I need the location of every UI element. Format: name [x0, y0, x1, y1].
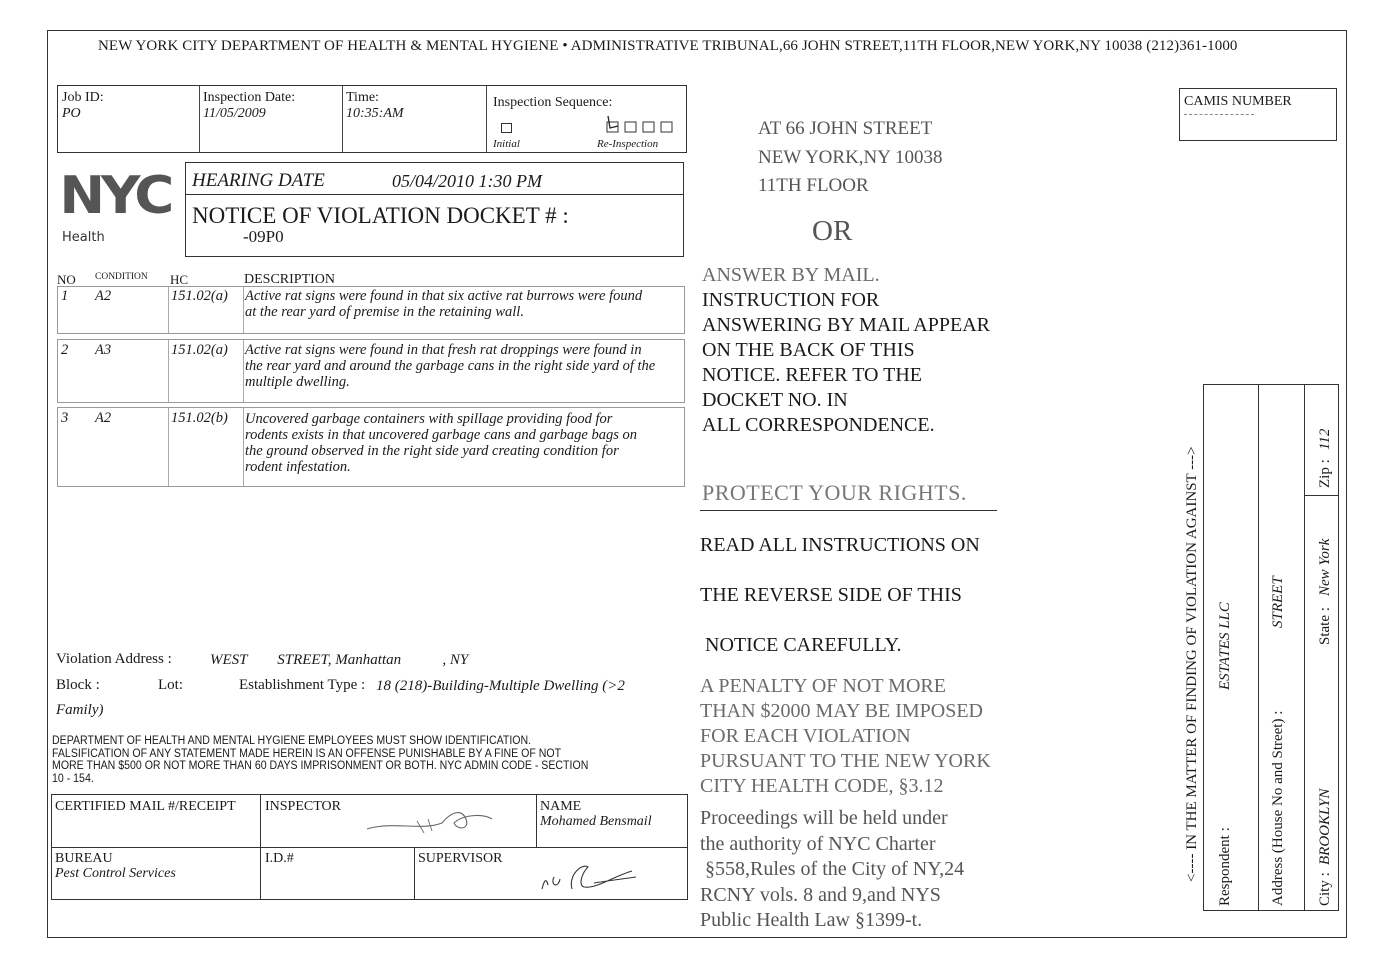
lot-label: Lot: [158, 677, 183, 693]
state-label: State : [1317, 607, 1333, 645]
hearing-docket-box [185, 162, 684, 257]
violation-row-3 [57, 407, 685, 487]
violation-description-line: the rear yard and around the garbage cans in the right side yard of the [245, 358, 656, 374]
zip-label: Zip : [1317, 459, 1333, 488]
col-header-no: NO [57, 272, 76, 287]
penalty-line: CITY HEALTH CODE, §3.12 [700, 775, 944, 797]
instruction-line: NOTICE. REFER TO THE [702, 364, 923, 386]
camis-label: CAMIS NUMBER [1184, 94, 1292, 109]
supervisor-label: SUPERVISOR [418, 851, 503, 866]
job-id-value: PO [62, 106, 81, 121]
block-label: Block : [56, 677, 100, 693]
protect-rights: PROTECT YOUR RIGHTS. [702, 480, 967, 505]
hearing-divider [186, 194, 683, 195]
or-text: OR [812, 215, 853, 247]
matter-label: <---- IN THE MATTER OF FINDING OF VIOLATION AGAINST ---> [1184, 446, 1200, 882]
id-label: I.D.# [265, 851, 294, 866]
inspection-date-cell [200, 86, 343, 152]
location-line: AT 66 JOHN STREET [758, 118, 933, 139]
zip-value: 112 [1317, 428, 1333, 450]
establishment-type-value: 18 (218)-Building-Multiple Dwelling (>2 [376, 678, 625, 694]
violation-row-1 [57, 286, 685, 334]
nyc-health-logo [59, 166, 171, 250]
col-divider [536, 795, 537, 847]
violation-condition: A2 [95, 410, 112, 426]
read-line-1: READ ALL INSTRUCTIONS ON [700, 534, 980, 556]
violation-description-line: the ground observed in the right side yard creating condition for [245, 443, 619, 459]
cell-divider [168, 408, 169, 486]
initial-label: Initial [493, 138, 520, 150]
signature-table [51, 794, 688, 900]
row-divider [1304, 495, 1338, 496]
address-label: Address (House No and Street) : [1270, 710, 1286, 906]
proceedings-block [700, 806, 964, 934]
inspection-info-table [57, 85, 687, 153]
col-header-condition: CONDITION [95, 272, 148, 282]
cell-divider [243, 340, 244, 402]
penalty-line: PURSUANT TO THE NEW YORK [700, 750, 991, 772]
proceedings-line: Proceedings will be held under [700, 807, 948, 829]
warning-line: MORE THAN $500 OR NOT MORE THAN 60 DAYS IMPRISONMENT OR BOTH. NYC ADMIN CODE - SECTION [52, 760, 589, 772]
warning-notice [52, 735, 588, 785]
proceedings-line: RCNY vols. 8 and 9,and NYS [700, 883, 941, 906]
violation-no: 1 [61, 288, 69, 304]
penalty-line: A PENALTY OF NOT MORE [700, 675, 946, 697]
instruction-line: ALL CORRESPONDENCE. [702, 414, 935, 436]
city-value: BROOKLYN [1317, 788, 1333, 865]
col-divider [1258, 385, 1259, 910]
violation-condition: A3 [95, 342, 112, 358]
instruction-line: ON THE BACK OF THIS [702, 339, 915, 361]
violation-description-line: rodents exists in that uncovered garbage cans and garbage bags on [245, 427, 637, 443]
col-divider [1304, 385, 1305, 910]
time-label: Time: [346, 90, 379, 105]
establishment-type-value-cont: Family) [56, 702, 104, 718]
name-label: NAME [540, 799, 582, 814]
city-label: City : [1317, 872, 1333, 906]
establishment-type-label: Establishment Type : [239, 677, 366, 693]
hearing-date-value: 05/04/2010 1:30 PM [392, 171, 542, 191]
notice-docket-label: NOTICE OF VIOLATION DOCKET # : [192, 203, 569, 228]
bureau-label: BUREAU [55, 851, 113, 866]
violation-hc: 151.02(b) [171, 410, 228, 426]
penalty-line: FOR EACH VIOLATION [700, 725, 911, 747]
camis-number-box [1179, 88, 1337, 141]
time-cell [343, 86, 487, 152]
penalty-line: THAN $2000 MAY BE IMPOSED [700, 700, 983, 722]
penalty-block [700, 674, 991, 799]
nyc-logo-text: NYC [59, 166, 171, 226]
inspector-label: INSPECTOR [265, 799, 341, 814]
violation-description-line: at the rear yard of premise in the retaining wall. [245, 304, 524, 320]
violation-no: 2 [61, 342, 69, 358]
instruction-line: ANSWERING BY MAIL APPEAR [702, 314, 990, 336]
tribunal-header: NEW YORK CITY DEPARTMENT OF HEALTH & MENTAL HYGIENE • ADMINISTRATIVE TRIBUNAL,66 JOHN STREET,11TH FLOOR,NEW YORK,NY 10038 (212)361-1000 [98, 38, 1238, 54]
cell-divider [243, 287, 244, 333]
answer-by-mail: ANSWER BY MAIL. [702, 264, 880, 286]
proceedings-line: the authority of NYC Charter [700, 832, 936, 855]
inspection-date-value: 11/05/2009 [203, 106, 266, 121]
violation-condition: A2 [95, 288, 112, 304]
job-id-label: Job ID: [62, 90, 104, 105]
sequence-label: Inspection Sequence: [493, 95, 613, 110]
camis-value-redacted [1184, 114, 1254, 115]
certified-mail-label: CERTIFIED MAIL #/RECEIPT [55, 799, 236, 814]
address-value: STREET [1270, 576, 1286, 628]
sequence-cell [487, 86, 686, 152]
inspection-date-label: Inspection Date: [203, 90, 296, 105]
hearing-location [758, 115, 943, 201]
proceedings-line: §558,Rules of the City of NY,24 [700, 858, 965, 880]
read-line-2: THE REVERSE SIDE OF THIS [700, 584, 962, 606]
col-divider [414, 847, 415, 899]
initial-checkbox[interactable] [501, 123, 512, 133]
cell-divider [168, 340, 169, 402]
violation-description-line: Active rat signs were found in that fresh rat droppings were found in [245, 342, 642, 358]
respondent-label: Respondent : [1217, 827, 1233, 906]
bureau-value: Pest Control Services [55, 866, 176, 881]
state-value: New York [1317, 538, 1333, 596]
cell-divider [168, 287, 169, 333]
violation-no: 3 [61, 410, 69, 426]
read-line-3: NOTICE CAREFULLY. [705, 634, 902, 656]
health-logo-text: Health [62, 230, 105, 245]
violation-hc: 151.02(a) [171, 342, 228, 358]
location-line: 11TH FLOOR [758, 175, 869, 196]
violation-description-line: rodent infestation. [245, 459, 351, 475]
violation-hc: 151.02(a) [171, 288, 228, 304]
supervisor-signature [532, 855, 652, 895]
violation-description-line: Uncovered garbage containers with spillage providing food for [245, 411, 613, 427]
inspector-name: Mohamed Bensmail [540, 814, 652, 829]
reinspection-checkboxes[interactable] [605, 114, 677, 134]
reinspection-label: Re-Inspection [597, 138, 659, 150]
proceedings-line: Public Health Law §1399-t. [700, 909, 923, 931]
hearing-date-label: HEARING DATE [192, 170, 325, 191]
row-divider [52, 847, 687, 848]
violation-description-line: Active rat signs were found in that six active rat burrows were found [245, 288, 643, 304]
col-divider [260, 795, 261, 899]
violation-description-line: multiple dwelling. [245, 374, 350, 390]
respondent-value: ESTATES LLC [1217, 602, 1233, 690]
col-header-hc: HC [170, 272, 189, 287]
violation-address-label: Violation Address : [56, 651, 172, 667]
col-header-description: DESCRIPTION [244, 272, 336, 287]
job-id-cell [58, 86, 200, 152]
warning-line: 10 - 154. [52, 772, 94, 785]
docket-number: -09P0 [243, 227, 284, 246]
location-line: NEW YORK,NY 10038 [758, 146, 943, 168]
cell-divider [243, 408, 244, 486]
time-value: 10:35:AM [346, 106, 404, 121]
warning-line: FALSIFICATION OF ANY STATEMENT MADE HEREIN IS AN OFFENSE PUNISHABLE BY A FINE OF NOT [52, 747, 562, 760]
violation-row-2 [57, 339, 685, 403]
instruction-line: INSTRUCTION FOR [702, 289, 880, 311]
warning-line: DEPARTMENT OF HEALTH AND MENTAL HYGIENE EMPLOYEES MUST SHOW IDENTIFICATION. [52, 735, 532, 747]
instruction-line: DOCKET NO. IN [702, 389, 848, 411]
instruction-block [702, 288, 990, 438]
violation-address-value: WEST STREET, Manhattan , NY [210, 652, 469, 668]
inspector-signature [362, 801, 502, 841]
protect-underline [700, 510, 997, 511]
